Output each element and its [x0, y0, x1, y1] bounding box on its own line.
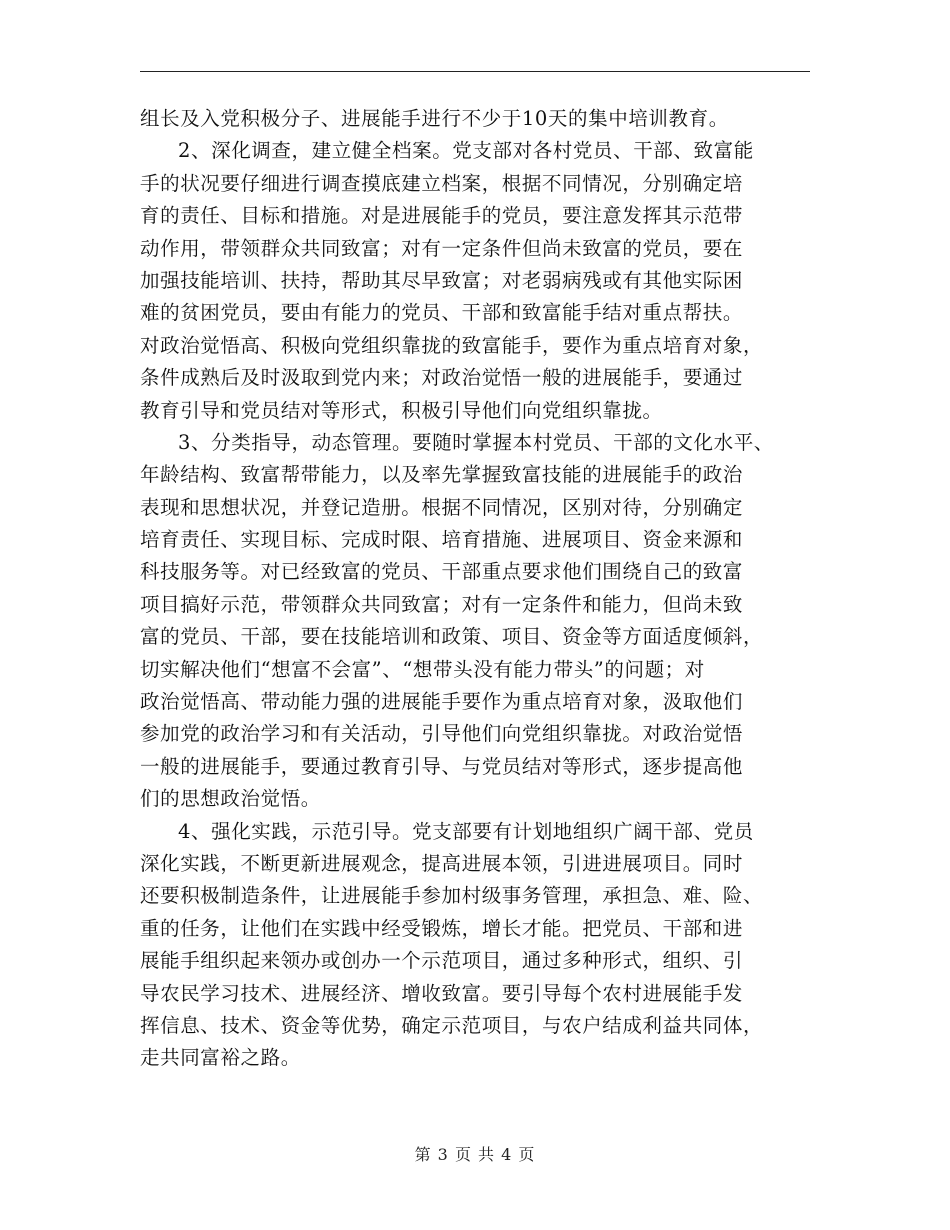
text-line: 富的党员、干部，要在技能培训和政策、项目、资金等方面适度倾斜，	[140, 625, 764, 649]
text-line: 还要积极制造条件，让进展能手参加村级事务管理，承担急、难、险、	[140, 884, 764, 908]
text-line: 2、深化调查，建立健全档案。党支部对各村党员、干部、致富能	[178, 139, 754, 163]
text-line: 导农民学习技术、进展经济、增收致富。要引导每个农村进展能手发	[140, 981, 744, 1005]
text-line: 深化实践，不断更新进展观念，提高进展本领，引进进展项目。同时	[140, 851, 744, 875]
text-line: 年龄结构、致富帮带能力，以及率先掌握致富技能的进展能手的政治	[140, 463, 744, 487]
text-line: 政治觉悟高、带动能力强的进展能手要作为重点培育对象，汲取他们	[140, 690, 744, 714]
text-line: 手的状况要仔细进行调查摸底建立档案，根据不同情况，分别确定培	[140, 171, 744, 195]
text-line: 动作用，带领群众共同致富；对有一定条件但尚未致富的党员，要在	[140, 236, 744, 260]
text-line: 表现和思想状况，并登记造册。根据不同情况，区别对待，分别确定	[140, 495, 744, 519]
text-line: 条件成熟后及时汲取到党内来；对政治觉悟一般的进展能手，要通过	[140, 366, 744, 390]
text-line: 组长及入党积极分子、进展能手进行不少于10天的集中培训教育。	[140, 107, 729, 130]
text-line: 育的责任、目标和措施。对是进展能手的党员，要注意发挥其示范带	[140, 204, 744, 228]
document-body	[140, 103, 810, 1075]
text-line: 项目搞好示范，带领群众共同致富；对有一定条件和能力，但尚未致	[140, 592, 744, 616]
text-line: 切实解决他们“想富不会富”、“想带头没有能力带头”的问题；对	[140, 657, 705, 681]
text-line: 挥信息、技术、资金等优势，确定示范项目，与农户结成利益共同体，	[140, 1013, 764, 1037]
text-line: 4、强化实践，示范引导。党支部要有计划地组织广阔干部、党员	[178, 819, 754, 843]
header-rule	[140, 71, 810, 72]
text-line: 一般的进展能手，要通过教育引导、与党员结对等形式，逐步提高他	[140, 754, 744, 778]
text-line: 难的贫困党员，要由有能力的党员、干部和致富能手结对重点帮扶。	[140, 301, 744, 325]
text-line: 科技服务等。对已经致富的党员、干部重点要求他们围绕自己的致富	[140, 560, 744, 584]
text-line: 3、分类指导，动态管理。要随时掌握本村党员、干部的文化水平、	[178, 430, 774, 454]
text-line: 走共同富裕之路。	[140, 1046, 301, 1070]
text-line: 培育责任、实现目标、完成时限、培育措施、进展项目、资金来源和	[140, 528, 744, 552]
text-line: 参加党的政治学习和有关活动，引导他们向党组织靠拢。对政治觉悟	[140, 722, 744, 746]
text-line: 加强技能培训、扶持，帮助其尽早致富；对老弱病残或有其他实际困	[140, 268, 744, 292]
text-line: 对政治觉悟高、积极向党组织靠拢的致富能手，要作为重点培育对象，	[140, 333, 764, 357]
text-line: 教育引导和党员结对等形式，积极引导他们向党组织靠拢。	[140, 398, 663, 422]
text-line: 重的任务，让他们在实践中经受锻炼，增长才能。把党员、干部和进	[140, 916, 744, 940]
text-line: 展能手组织起来领办或创办一个示范项目，通过多种形式，组织、引	[140, 949, 744, 973]
text-line: 们的思想政治觉悟。	[140, 787, 321, 811]
page-footer: 第 3 页 共 4 页	[414, 1145, 536, 1164]
